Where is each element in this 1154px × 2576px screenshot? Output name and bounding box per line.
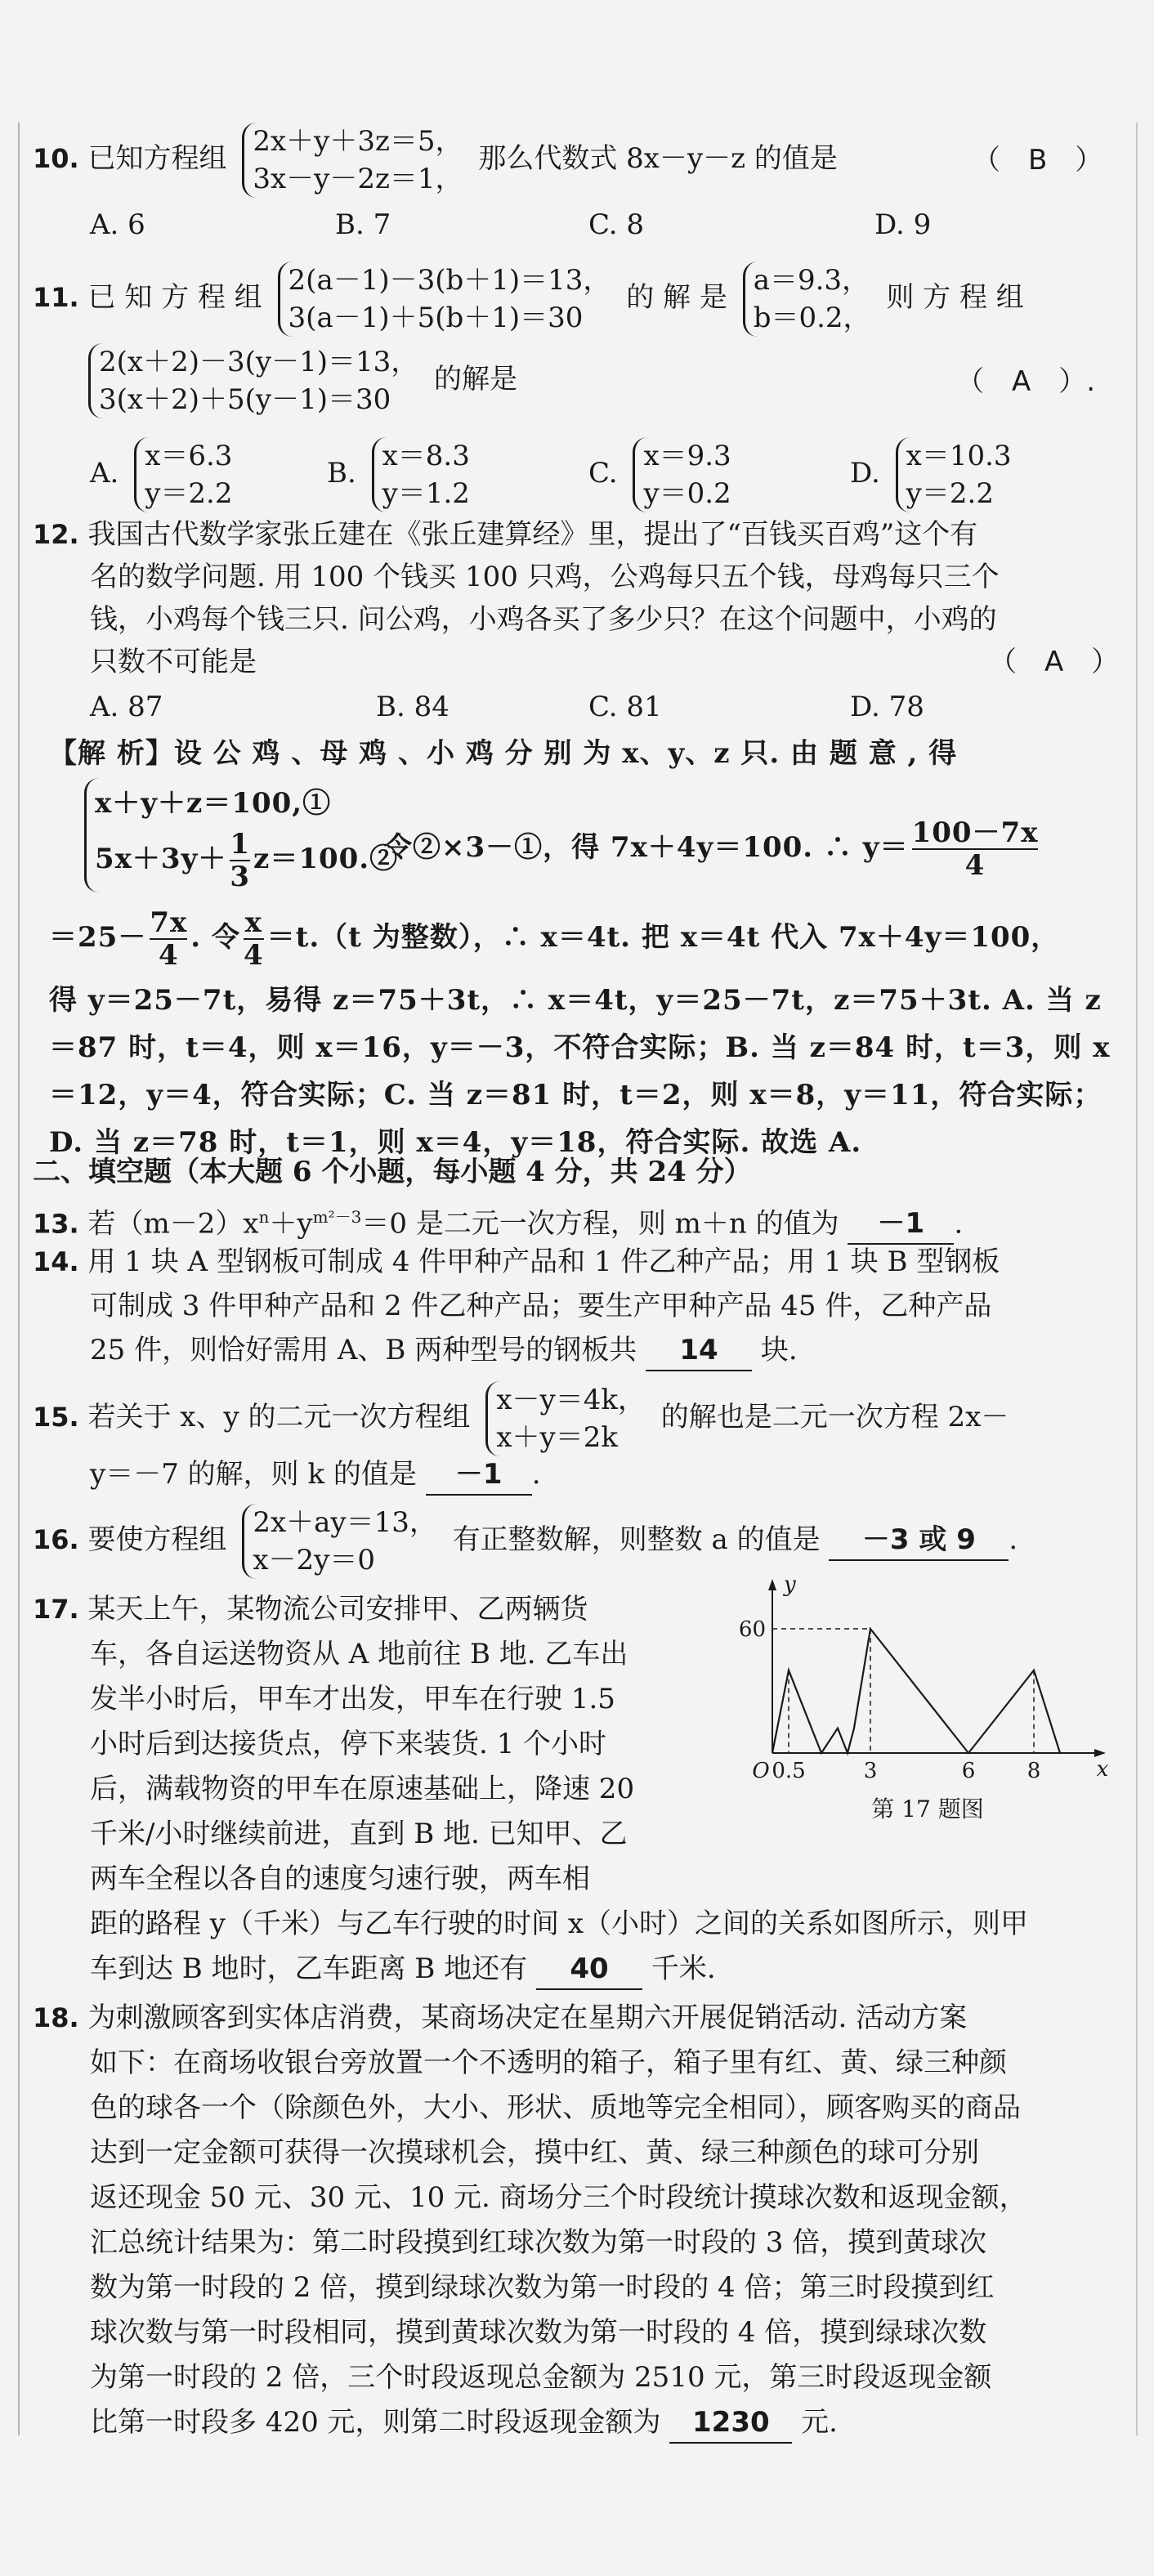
question-stem: 那么代数式 8x－y－z 的值是: [478, 142, 838, 175]
option-label: B.: [327, 457, 356, 490]
equation: 2(a－1)－3(b＋1)＝13，: [288, 264, 611, 297]
option-d: D. 9: [874, 208, 932, 241]
equation-system: [88, 343, 418, 418]
question-11: [33, 262, 1024, 337]
question-text: 球次数与第一时段相同，摸到黄球次数为第一时段的 4 倍，摸到绿球次数: [90, 2316, 987, 2349]
question-text: 色的球各一个（除颜色外，大小、形状、质地等完全相同），顾客购买的商品: [90, 2091, 1021, 2124]
explanation-line: [384, 817, 1041, 881]
answer-blank: －1: [426, 1455, 532, 1496]
question-text: 为刺激顾客到实体店消费，某商场决定在星期六开展促销活动. 活动方案: [87, 2001, 968, 2034]
x-tick-label: 8: [1027, 1759, 1041, 1783]
y-axis-label: y: [784, 1577, 796, 1597]
question-number: 17.: [33, 1594, 79, 1625]
option-d: [850, 437, 1018, 512]
equation: x＋y＋z＝100,①: [95, 787, 332, 820]
y-axis-arrow: [768, 1579, 776, 1590]
question-text: 汇总统计结果为：第二时段摸到红球次数为第一时段的 3 倍，摸到黄球次: [90, 2226, 987, 2259]
equation: x－2y＝0: [253, 1544, 375, 1576]
question-text: 可制成 3 件甲种产品和 2 件乙种产品；要生产甲种产品 45 件，乙种产品: [90, 1290, 992, 1322]
question-text: 有正整数解，则整数 a 的值是: [452, 1523, 821, 1556]
question-text: 后，满载物资的甲车在原速基础上，降速 20: [90, 1773, 635, 1805]
question-text: [90, 1949, 716, 1990]
denominator: 4: [243, 939, 264, 972]
equation: b＝0.2，: [753, 302, 871, 334]
numerator: 7x: [150, 906, 188, 939]
answer-bracket: （ A ）: [989, 646, 1120, 678]
option-c: C. 8: [588, 208, 645, 241]
option-label: D.: [850, 457, 880, 490]
question-11-line2: [82, 343, 517, 418]
question-text: 返还现金 50 元、30 元、10 元. 商场分三个时段统计摸球次数和返现金额，: [90, 2181, 1027, 2214]
numerator: 100－7x: [911, 816, 1039, 849]
question-text: 元.: [801, 2406, 838, 2439]
question-text: ＝0 是二元一次方程，则 m＋n 的值为: [361, 1207, 839, 1241]
left-margin-line: [18, 123, 20, 2435]
question-16: [33, 1504, 1018, 1579]
section-heading: 二、填空题（本大题 6 个小题，每小题 4 分，共 24 分）: [33, 1156, 752, 1188]
question-text: [90, 1455, 541, 1496]
equation: x＋y＝2k: [496, 1421, 618, 1454]
option-a: A. 6: [90, 208, 145, 241]
question-18: [33, 1998, 967, 2037]
answer-bracket: （ A ）.: [956, 365, 1096, 398]
explanation-system: [78, 778, 405, 892]
fraction: [912, 817, 1039, 881]
explanation-text: ＝25－: [49, 921, 147, 954]
answer-bracket: （ B ）: [973, 144, 1103, 177]
equation: x－y＝4k，: [496, 1384, 646, 1416]
chart-axes: [768, 1579, 1106, 1757]
question-text: 要使方程组: [87, 1523, 227, 1556]
explanation-text: . 令: [190, 921, 240, 954]
equation: 3(a－1)＋5(b＋1)＝30: [288, 302, 584, 334]
option-d: D. 78: [850, 691, 924, 723]
chart-series: [772, 1629, 1060, 1753]
equation: y＝2.2: [145, 477, 233, 510]
x-tick-label: 3: [863, 1759, 878, 1783]
solution-system: [743, 262, 871, 337]
question-stem: 的解是: [434, 363, 518, 396]
question-stem: 的 解 是: [626, 281, 727, 314]
origin-label: O: [752, 1759, 770, 1783]
question-12: [33, 515, 977, 554]
question-17: [33, 1590, 588, 1629]
punctuation: .: [531, 1458, 541, 1491]
question-number: 11.: [33, 282, 79, 313]
denominator: 4: [158, 939, 179, 972]
question-text: ＋y: [269, 1207, 313, 1241]
numerator: x: [244, 906, 262, 939]
question-text: [90, 2403, 838, 2444]
question-text: 名的数学问题. 用 100 个钱买 100 只鸡，公鸡每只五个钱，母鸡每只三个: [90, 561, 1000, 593]
exponent: n: [258, 1207, 270, 1227]
question-text: 距的路程 y（千米）与乙车行驶的时间 x（小时）之间的关系如图所示，则甲: [90, 1907, 1028, 1940]
option-a: [90, 437, 239, 512]
question-text: 达到一定金额可获得一次摸球机会，摸中红、黄、绿三种颜色的球可分别: [90, 2136, 979, 2169]
explanation-line: ＝12，y＝4，符合实际；C. 当 z＝81 时，t＝2，则 x＝8，y＝11，符合实际；: [49, 1079, 1103, 1111]
question-text: 我国古代数学家张丘建在《张丘建算经》里，提出了“百钱买百鸡”这个有: [87, 518, 978, 551]
denominator: 3: [230, 861, 251, 893]
question-text: 千米.: [651, 1952, 716, 1985]
equation: y＝0.2: [643, 477, 731, 510]
explanation-line: ＝87 时，t＝4，则 x＝16，y＝－3，不符合实际；B. 当 z＝84 时，t＝3，则 x: [49, 1031, 1111, 1064]
equation: x＝9.3: [643, 440, 731, 472]
option-a: A. 87: [90, 691, 163, 723]
equation: y＝2.2: [906, 477, 994, 510]
question-number: 16.: [33, 1524, 79, 1555]
question-text: 如下：在商场收银台旁放置一个不透明的箱子，箱子里有红、黄、绿三种颜: [90, 2046, 1007, 2079]
explanation-line: 【解 析】设 公 鸡 、母 鸡 、小 鸡 分 别 为 x、y、z 只. 由 题 意 , 得: [49, 737, 958, 770]
question-text: 车到达 B 地时，乙车距离 B 地还有: [90, 1952, 528, 1985]
question-15: [33, 1381, 1009, 1456]
explanation-line: D. 当 z＝78 时，t＝1，则 x＝4，y＝18，符合实际. 故选 A.: [49, 1126, 862, 1159]
question-text: 小时后到达接货点，停下来装货. 1 个小时: [90, 1728, 607, 1760]
option-system: [633, 437, 731, 512]
question-text: 的解也是二元一次方程 2x－: [660, 1401, 1009, 1433]
equation: 2(x＋2)－3(y－1)＝13，: [99, 346, 419, 378]
equation: x＝8.3: [382, 440, 470, 472]
chart-labels: [739, 1577, 1109, 1822]
question-text: 为第一时段的 2 倍，三个时段返现总金额为 2510 元，第三时段返现金额: [90, 2361, 992, 2394]
punctuation: .: [954, 1207, 964, 1241]
question-text: y＝－7 的解，则 k 的值是: [90, 1458, 417, 1491]
denominator: 4: [964, 849, 986, 882]
question-text: 25 件，则恰好需用 A、B 两种型号的钢板共: [90, 1334, 637, 1366]
question-text: 钱，小鸡每个钱三只. 问公鸡，小鸡各买了多少只？在这个问题中，小鸡的: [90, 603, 997, 636]
explanation-text: ＝t.（t 为整数），∴ x＝4t. 把 x＝4t 代入 7x＋4y＝100，: [266, 921, 1060, 954]
question-text: 若关于 x、y 的二元一次方程组: [87, 1401, 471, 1433]
question-number: 15.: [33, 1402, 79, 1433]
punctuation: .: [1009, 1523, 1018, 1556]
question-number: 12.: [33, 519, 79, 550]
question-text: 发半小时后，甲车才出发，甲车在行驶 1.5: [90, 1683, 615, 1715]
fraction: [150, 907, 187, 971]
option-b: [327, 437, 476, 512]
equation: x＝10.3: [906, 440, 1012, 472]
option-system: [896, 437, 1012, 512]
question-stem: 已 知 方 程 组: [87, 281, 262, 314]
equation: x＝6.3: [145, 440, 233, 472]
question-text: 数为第一时段的 2 倍，摸到绿球次数为第一时段的 4 倍；第三时段摸到红: [90, 2271, 995, 2304]
question-text: 车，各自运送物资从 A 地前往 B 地. 乙车出: [90, 1638, 628, 1670]
equation-system: [84, 778, 398, 892]
option-system: [134, 437, 232, 512]
answer-blank: 1230: [669, 2403, 792, 2444]
x-axis-arrow: [1094, 1749, 1106, 1757]
equation: 3x－y－2z＝1，: [253, 163, 463, 195]
option-c: C. 81: [588, 691, 662, 723]
question-text: [90, 1330, 798, 1371]
question-text: 只数不可能是: [90, 646, 257, 678]
question-text: 若（m－2）x: [87, 1207, 259, 1241]
question-text: 块.: [760, 1334, 798, 1366]
explanation-line: [49, 907, 1059, 971]
equation: a＝9.3，: [753, 264, 870, 297]
equation: 2x＋y＋3z＝5，: [253, 125, 463, 158]
equation: 3(x＋2)＋5(y－1)＝30: [99, 383, 391, 416]
question-number: 10.: [33, 143, 79, 174]
question-number: 14.: [33, 1246, 79, 1277]
chart-guides: [772, 1629, 1034, 1753]
x-tick-label: 0.5: [772, 1759, 806, 1783]
question-number: 18.: [33, 2002, 79, 2033]
question-number: 13.: [33, 1208, 79, 1240]
equation-part: z＝100.②: [253, 843, 399, 875]
answer-blank: 14: [646, 1330, 752, 1371]
equation: y＝1.2: [382, 477, 470, 510]
option-label: A.: [90, 457, 119, 490]
option-system: [372, 437, 470, 512]
question-13: [33, 1197, 963, 1245]
right-margin-line: [1136, 123, 1138, 2435]
equation: [95, 829, 398, 892]
question-text: 两车全程以各自的速度匀速行驶，两车相: [90, 1863, 590, 1895]
question-text: 某天上午，某物流公司安排甲、乙两辆货: [87, 1593, 588, 1626]
fraction: [244, 907, 264, 971]
series-line: [772, 1629, 1060, 1753]
equation-system: [242, 123, 463, 198]
option-label: C.: [588, 457, 618, 490]
answer-blank: －3 或 9: [829, 1520, 1009, 1561]
option-b: B. 84: [376, 691, 450, 723]
question-stem: 已知方程组: [87, 142, 227, 175]
y-tick-label: 60: [738, 1617, 766, 1642]
equation-part: 5x＋3y＋: [95, 843, 227, 875]
x-axis-label: x: [1096, 1757, 1109, 1782]
exponent: m²－3: [312, 1207, 362, 1227]
question-text: 用 1 块 A 型钢板可制成 4 件甲种产品和 1 件乙种产品；用 1 块 B 型钢板: [87, 1246, 1000, 1278]
question-text: 千米/小时继续前进，直到 B 地. 已知甲、乙: [90, 1818, 628, 1850]
question-stem: 则 方 程 组: [886, 281, 1024, 314]
q17-chart: [711, 1577, 1120, 1822]
answer-blank: －1: [848, 1204, 954, 1245]
x-tick-label: 6: [961, 1759, 976, 1783]
explanation-line: 得 y＝25－7t，易得 z＝75＋3t，∴ x＝4t，y＝25－7t，z＝75＋3t. A. 当 z: [49, 984, 1102, 1017]
question-text: 比第一时段多 420 元，则第二时段返现金额为: [90, 2406, 661, 2439]
equation-system: [485, 1381, 646, 1456]
numerator: 1: [230, 828, 251, 861]
option-b: B. 7: [335, 208, 391, 241]
fraction: [230, 829, 250, 892]
equation-system: [278, 262, 611, 337]
equation: 2x＋ay＝13，: [253, 1506, 437, 1539]
option-c: [588, 437, 738, 512]
question-14: [33, 1242, 1000, 1281]
chart-caption: 第 17 题图: [871, 1796, 984, 1822]
answer-blank: 40: [536, 1949, 642, 1990]
equation-system: [242, 1504, 437, 1579]
question-10: [33, 123, 838, 198]
explanation-text: 令②×3－①，得 7x＋4y＝100. ∴ y＝: [384, 831, 909, 864]
